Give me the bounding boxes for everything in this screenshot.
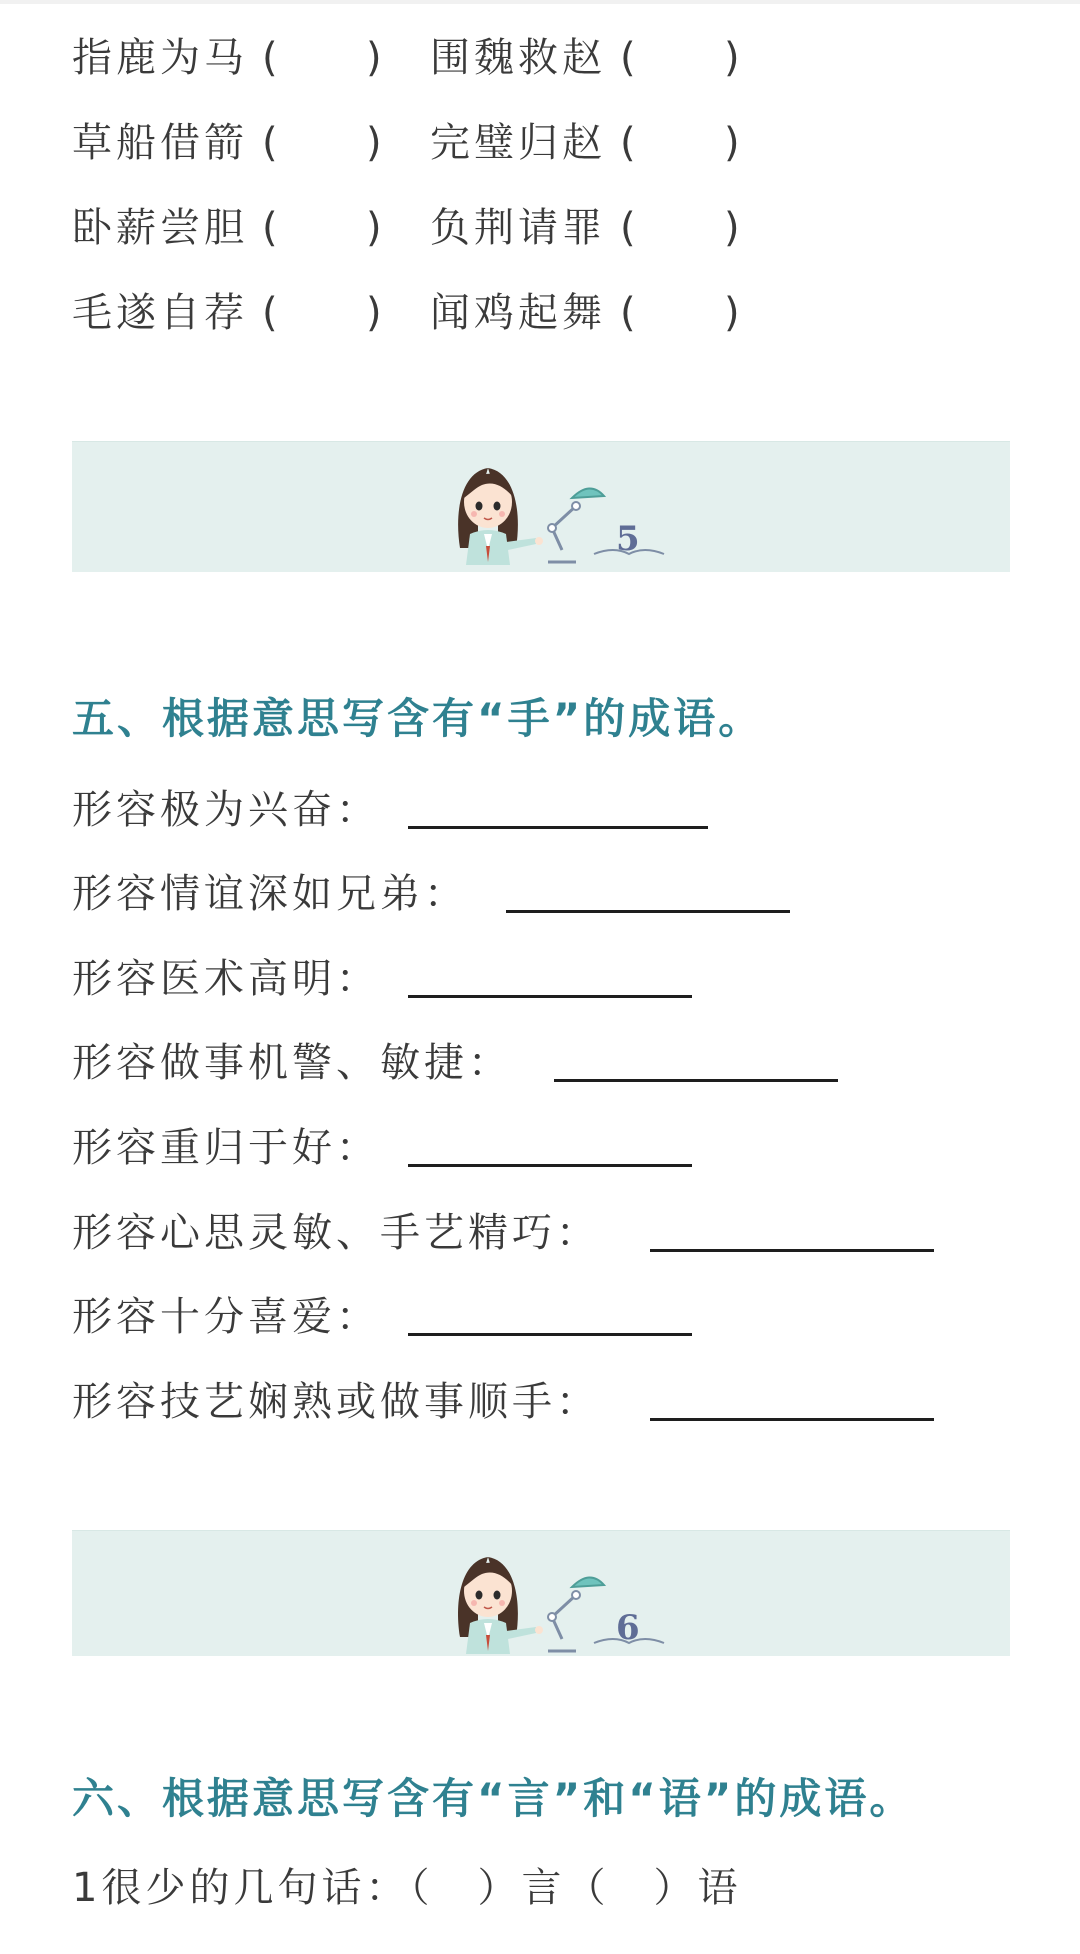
question-text: 1很少的几句话：（ ）言（ ）语 (72, 1865, 742, 1911)
paren-close: ) (366, 290, 382, 336)
answer-blank[interactable] (408, 826, 708, 829)
paren-close: ) (724, 120, 740, 166)
paren-open: ( (262, 35, 278, 81)
section-5-heading: 五、根据意思写含有“手”的成语。 (72, 694, 764, 743)
paren-open: ( (620, 35, 636, 81)
idiom-right-4: 闻鸡起舞 (430, 290, 606, 336)
idiom-right-2: 完璧归赵 (430, 120, 606, 166)
banner-number: 5 (616, 519, 640, 559)
answer-blank[interactable] (408, 995, 692, 998)
question-text: 形容技艺娴熟或做事顺手： (72, 1379, 600, 1425)
answer-blank[interactable] (408, 1164, 692, 1167)
answer-blank[interactable] (554, 1079, 838, 1082)
paren-close: ) (366, 205, 382, 251)
question-text: 形容极为兴奋： (72, 787, 380, 833)
paren-open: ( (262, 205, 278, 251)
idiom-right-1: 围魏救赵 (430, 35, 606, 81)
paren-close: ) (366, 120, 382, 166)
paren-open: ( (262, 290, 278, 336)
paren-close: ) (724, 35, 740, 81)
paren-open: ( (620, 120, 636, 166)
section-6-heading: 六、根据意思写含有“言”和“语”的成语。 (72, 1774, 915, 1823)
paren-close: ) (366, 35, 382, 81)
question-text: 形容情谊深如兄弟： (72, 871, 468, 917)
idiom-left-3: 卧薪尝胆 (72, 205, 248, 251)
question-text: 形容心思灵敏、手艺精巧： (72, 1210, 600, 1256)
idiom-left-1: 指鹿为马 (72, 35, 248, 81)
section-banner-6 (72, 1530, 1010, 1656)
answer-blank[interactable] (650, 1418, 934, 1421)
paren-close: ) (724, 290, 740, 336)
question-text: 形容做事机警、敏捷： (72, 1040, 512, 1086)
answer-blank[interactable] (408, 1333, 692, 1336)
banner-number: 6 (616, 1608, 640, 1648)
teacher-illustration (444, 450, 734, 565)
paren-open: ( (262, 120, 278, 166)
top-divider (0, 0, 1080, 4)
teacher-illustration (444, 1539, 734, 1654)
question-text: 形容医术高明： (72, 956, 380, 1002)
idiom-left-4: 毛遂自荐 (72, 290, 248, 336)
question-text: 形容十分喜爱： (72, 1294, 380, 1340)
idiom-right-3: 负荆请罪 (430, 205, 606, 251)
answer-blank[interactable] (650, 1249, 934, 1252)
question-text: 形容重归于好： (72, 1125, 380, 1171)
section-banner-5 (72, 441, 1010, 572)
paren-close: ) (724, 205, 740, 251)
paren-open: ( (620, 290, 636, 336)
idiom-left-2: 草船借箭 (72, 120, 248, 166)
answer-blank[interactable] (506, 910, 790, 913)
paren-open: ( (620, 205, 636, 251)
